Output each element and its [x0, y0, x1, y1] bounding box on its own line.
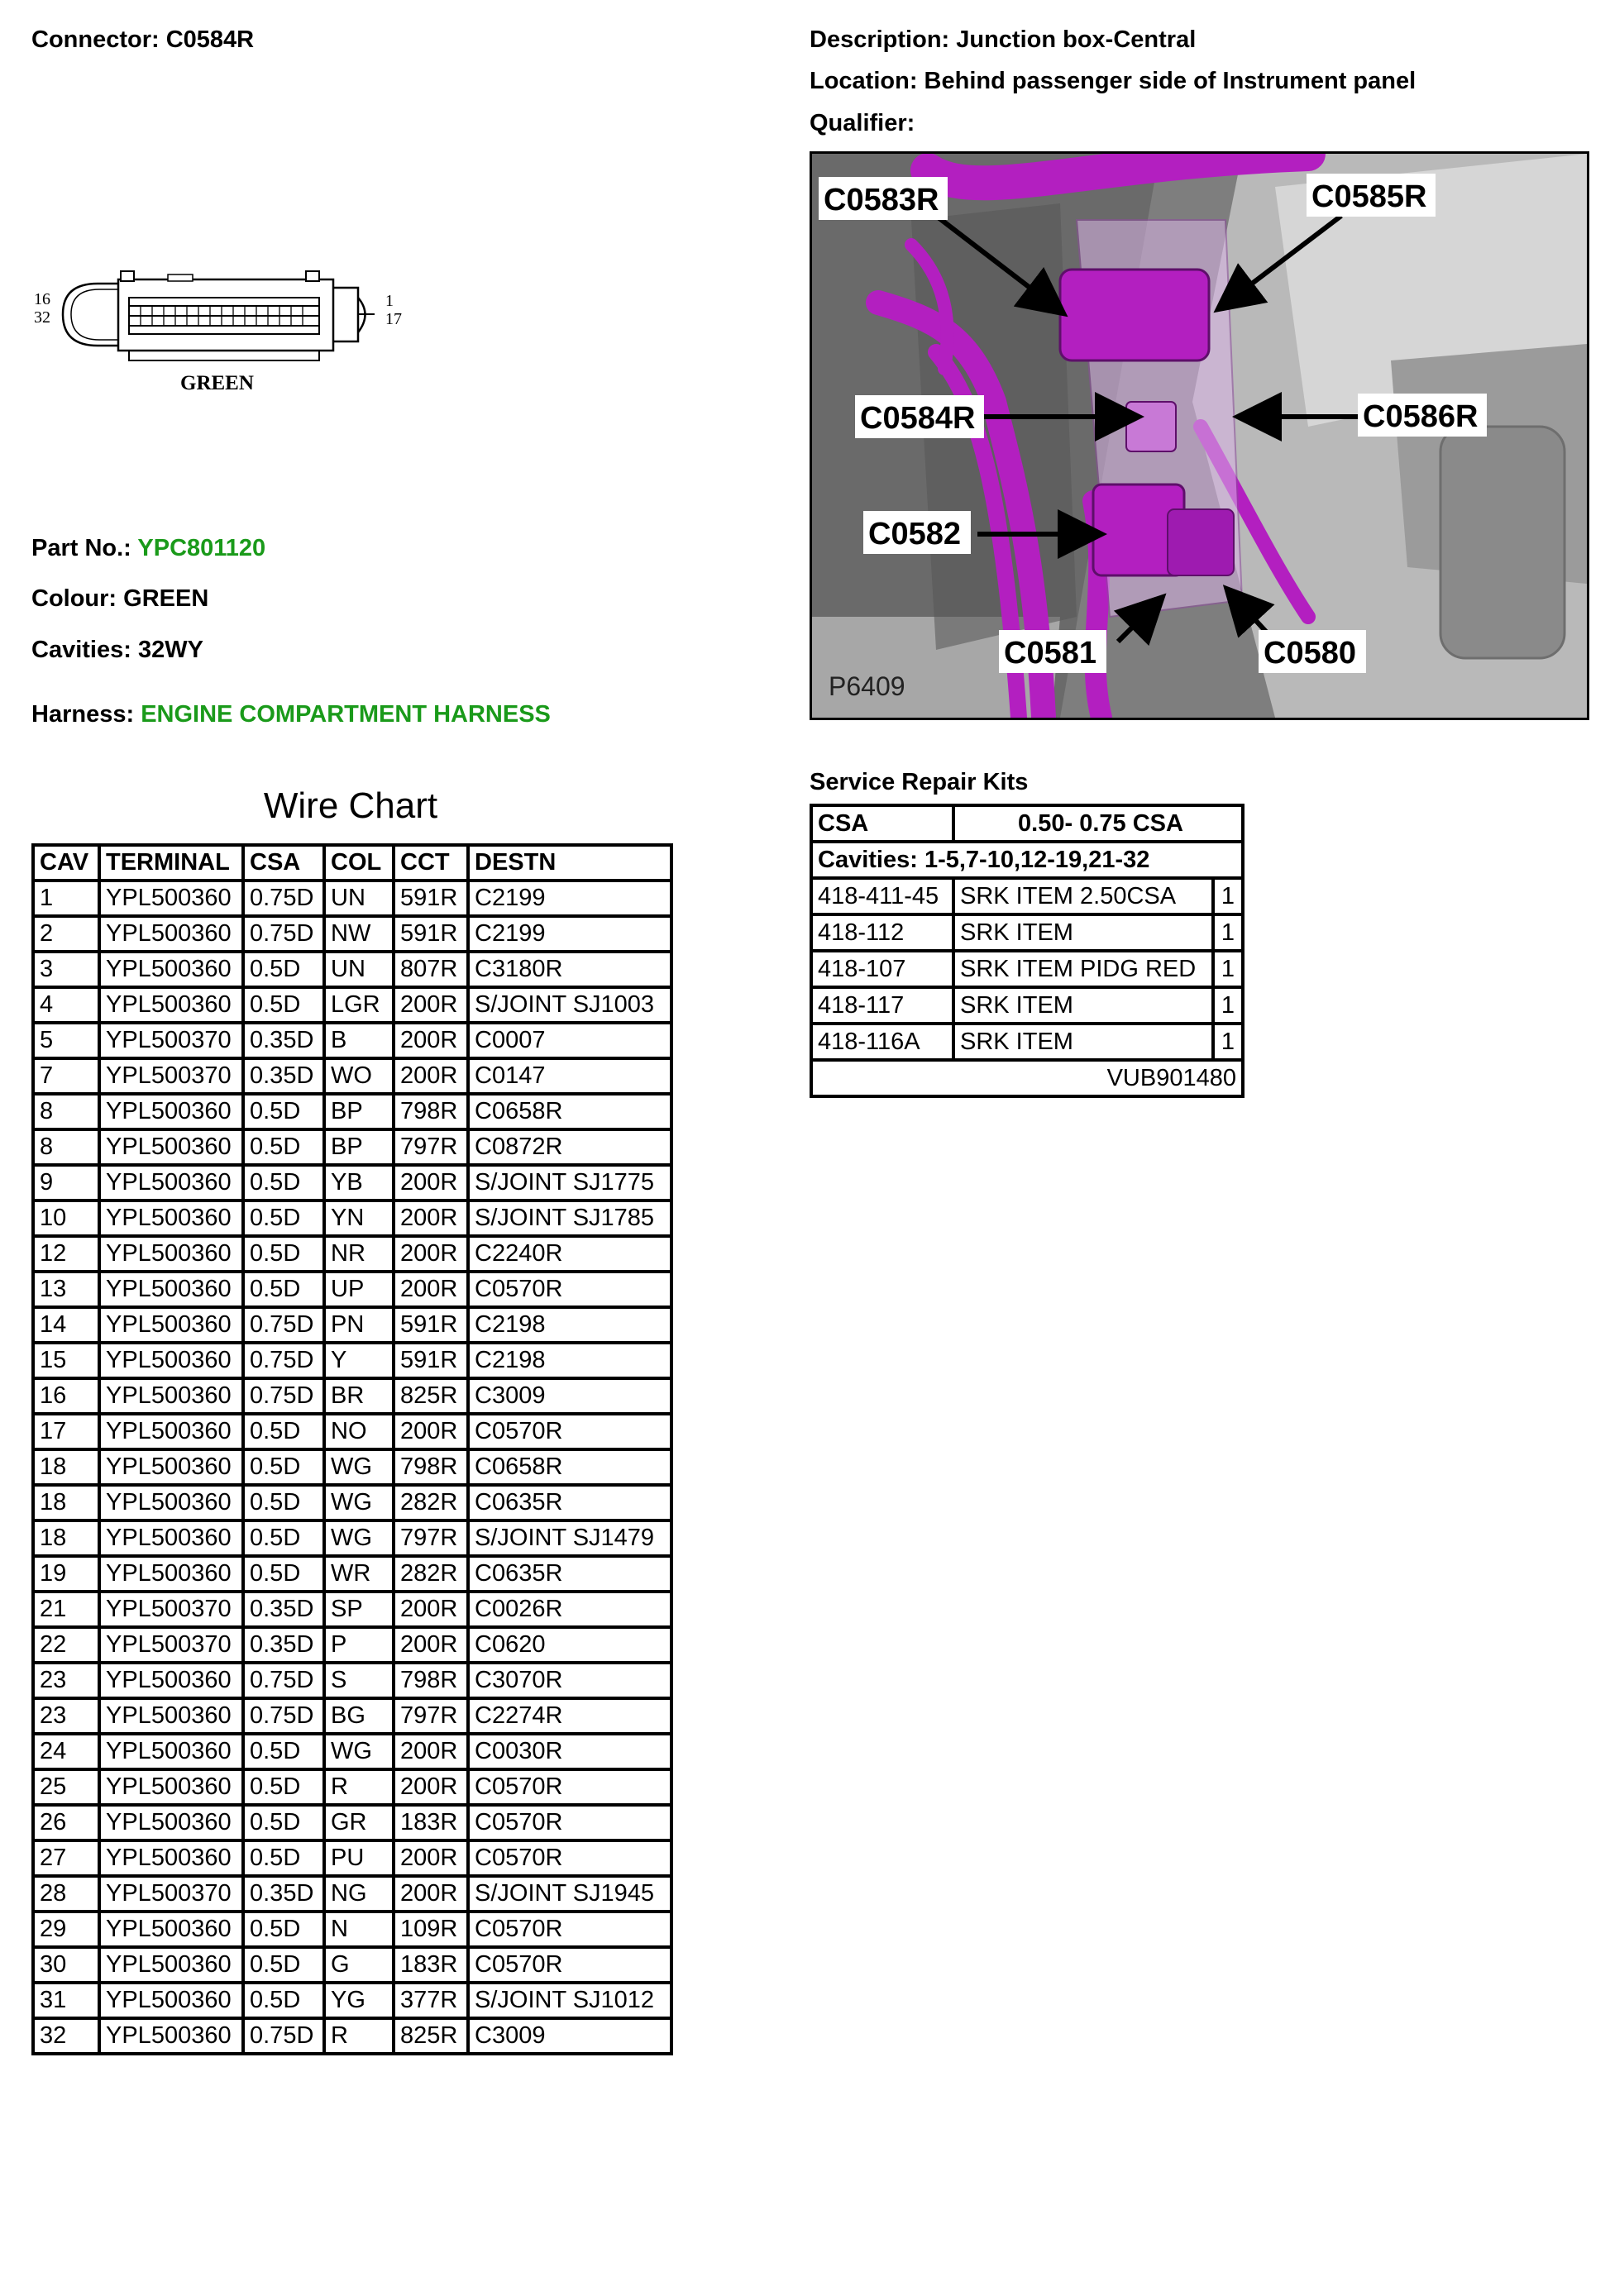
srk-item-name: SRK ITEM — [953, 987, 1213, 1024]
cell-col: UN — [324, 881, 394, 916]
cell-destn: S/JOINT SJ1785 — [468, 1201, 671, 1236]
cell-csa: 0.5D — [243, 1983, 324, 2018]
cell-terminal: YPL500360 — [99, 1912, 243, 1947]
cell-cav: 25 — [33, 1769, 99, 1805]
cell-csa: 0.75D — [243, 2018, 324, 2054]
cell-cav: 8 — [33, 1129, 99, 1165]
cell-cct: 282R — [394, 1556, 468, 1592]
cell-cav: 18 — [33, 1520, 99, 1556]
cell-col: UN — [324, 952, 394, 987]
cell-csa: 0.75D — [243, 1343, 324, 1378]
cell-destn: C2199 — [468, 916, 671, 952]
cell-cav: 30 — [33, 1947, 99, 1983]
cell-col: R — [324, 1769, 394, 1805]
cell-terminal: YPL500360 — [99, 987, 243, 1023]
cell-csa: 0.35D — [243, 1023, 324, 1058]
cell-col: WO — [324, 1058, 394, 1094]
cell-destn: S/JOINT SJ1012 — [468, 1983, 671, 2018]
cell-col: BP — [324, 1129, 394, 1165]
cell-col: G — [324, 1947, 394, 1983]
cell-col: BP — [324, 1094, 394, 1129]
cell-terminal: YPL500360 — [99, 1983, 243, 2018]
cell-destn: C0570R — [468, 1805, 671, 1840]
cell-col: GR — [324, 1805, 394, 1840]
cell-cav: 18 — [33, 1485, 99, 1520]
cell-col: WG — [324, 1520, 394, 1556]
cell-terminal: YPL500360 — [99, 1094, 243, 1129]
wire-chart-row — [33, 916, 671, 952]
wire-chart-row — [33, 1343, 671, 1378]
wire-chart-row — [33, 952, 671, 987]
cell-col: WG — [324, 1734, 394, 1769]
callout-c0586r: C0586R — [1363, 399, 1479, 434]
pin-label-17: 17 — [385, 310, 402, 328]
cell-col: WG — [324, 1485, 394, 1520]
cell-cct: 200R — [394, 1165, 468, 1201]
part-number-label: Part No.: — [31, 535, 131, 561]
cell-cct: 200R — [394, 1058, 468, 1094]
cell-col: NG — [324, 1876, 394, 1912]
cell-terminal: YPL500360 — [99, 1663, 243, 1698]
cell-cct: 797R — [394, 1129, 468, 1165]
cell-destn: C2274R — [468, 1698, 671, 1734]
description-label: Description: Junction box-Central — [810, 26, 1197, 53]
cell-cav: 27 — [33, 1840, 99, 1876]
cell-csa: 0.75D — [243, 1698, 324, 1734]
cell-destn: C0147 — [468, 1058, 671, 1094]
qualifier-label: Qualifier: — [810, 110, 915, 136]
cell-csa: 0.75D — [243, 1307, 324, 1343]
cell-destn: C0658R — [468, 1449, 671, 1485]
cell-cav: 9 — [33, 1165, 99, 1201]
cell-col: UP — [324, 1272, 394, 1307]
callout-c0583r: C0583R — [824, 183, 939, 217]
cell-csa: 0.5D — [243, 952, 324, 987]
cell-col: YN — [324, 1201, 394, 1236]
cell-cav: 14 — [33, 1307, 99, 1343]
cell-terminal: YPL500360 — [99, 1805, 243, 1840]
cell-col: R — [324, 2018, 394, 2054]
cell-col: YG — [324, 1983, 394, 2018]
harness — [31, 701, 551, 728]
cell-col: N — [324, 1912, 394, 1947]
wire-chart-row — [33, 1876, 671, 1912]
wire-chart-row — [33, 1769, 671, 1805]
wire-chart-row — [33, 2018, 671, 2054]
cell-csa: 0.75D — [243, 881, 324, 916]
srk-item-row — [811, 1024, 1243, 1060]
cell-csa: 0.5D — [243, 1840, 324, 1876]
wire-chart-row — [33, 1983, 671, 2018]
cell-cav: 28 — [33, 1876, 99, 1912]
cell-cav: 18 — [33, 1449, 99, 1485]
srk-item-name: SRK ITEM — [953, 914, 1213, 951]
cell-csa: 0.5D — [243, 1414, 324, 1449]
col-header-csa: CSA — [243, 845, 324, 881]
cell-cav: 16 — [33, 1378, 99, 1414]
cell-col: S — [324, 1663, 394, 1698]
wire-chart-row — [33, 881, 671, 916]
cell-terminal: YPL500360 — [99, 881, 243, 916]
cell-csa: 0.5D — [243, 1236, 324, 1272]
cell-cct: 200R — [394, 1592, 468, 1627]
cell-terminal: YPL500360 — [99, 916, 243, 952]
wire-chart-row — [33, 1592, 671, 1627]
cell-cav: 23 — [33, 1663, 99, 1698]
cell-cct: 200R — [394, 987, 468, 1023]
cell-terminal: YPL500360 — [99, 1307, 243, 1343]
connector-colour-caption: GREEN — [180, 372, 254, 394]
cell-csa: 0.35D — [243, 1876, 324, 1912]
cell-terminal: YPL500360 — [99, 1947, 243, 1983]
wire-chart-row — [33, 1094, 671, 1129]
cell-csa: 0.35D — [243, 1592, 324, 1627]
callout-c0584r: C0584R — [860, 401, 976, 436]
wire-chart-row — [33, 1449, 671, 1485]
cell-destn: C0026R — [468, 1592, 671, 1627]
image-reference-id: P6409 — [829, 671, 905, 701]
cell-csa: 0.75D — [243, 916, 324, 952]
cell-csa: 0.35D — [243, 1058, 324, 1094]
srk-item-qty: 1 — [1213, 878, 1243, 914]
cell-terminal: YPL500360 — [99, 1556, 243, 1592]
cell-csa: 0.5D — [243, 1805, 324, 1840]
wire-chart-row — [33, 1912, 671, 1947]
cell-terminal: YPL500360 — [99, 1201, 243, 1236]
cell-csa: 0.35D — [243, 1627, 324, 1663]
cell-destn: C0007 — [468, 1023, 671, 1058]
cell-csa: 0.5D — [243, 1272, 324, 1307]
cell-terminal: YPL500360 — [99, 1343, 243, 1378]
cell-terminal: YPL500360 — [99, 1698, 243, 1734]
cell-destn: S/JOINT SJ1479 — [468, 1520, 671, 1556]
cell-cct: 200R — [394, 1734, 468, 1769]
cell-cct: 377R — [394, 1983, 468, 2018]
cell-cct: 591R — [394, 916, 468, 952]
cell-csa: 0.5D — [243, 1947, 324, 1983]
srk-item-row — [811, 951, 1243, 987]
cell-cav: 15 — [33, 1343, 99, 1378]
wire-chart-row — [33, 1556, 671, 1592]
wire-chart-row — [33, 1023, 671, 1058]
cell-cct: 798R — [394, 1094, 468, 1129]
wire-chart-row — [33, 1520, 671, 1556]
cell-col: NW — [324, 916, 394, 952]
cell-destn: C3070R — [468, 1663, 671, 1698]
cell-terminal: YPL500360 — [99, 1272, 243, 1307]
srk-body — [811, 805, 1243, 1096]
cell-destn: C2198 — [468, 1343, 671, 1378]
cell-csa: 0.75D — [243, 1378, 324, 1414]
cell-cav: 29 — [33, 1912, 99, 1947]
cell-csa: 0.5D — [243, 1520, 324, 1556]
cell-terminal: YPL500360 — [99, 1449, 243, 1485]
cell-csa: 0.5D — [243, 1165, 324, 1201]
srk-item-qty: 1 — [1213, 1024, 1243, 1060]
cell-csa: 0.5D — [243, 1449, 324, 1485]
cell-terminal: YPL500360 — [99, 2018, 243, 2054]
wire-chart-table — [31, 843, 673, 2055]
cell-col: LGR — [324, 987, 394, 1023]
cell-cct: 797R — [394, 1520, 468, 1556]
srk-item-name: SRK ITEM PIDG RED — [953, 951, 1213, 987]
srk-item-row — [811, 987, 1243, 1024]
cell-cct: 200R — [394, 1769, 468, 1805]
cell-cav: 7 — [33, 1058, 99, 1094]
srk-csa-value: 0.50- 0.75 CSA — [953, 805, 1243, 842]
cell-destn: S/JOINT SJ1003 — [468, 987, 671, 1023]
wire-chart-row — [33, 1627, 671, 1663]
cell-cav: 5 — [33, 1023, 99, 1058]
cell-cct: 183R — [394, 1947, 468, 1983]
cell-cav: 22 — [33, 1627, 99, 1663]
cell-terminal: YPL500360 — [99, 1769, 243, 1805]
connector-label: Connector: C0584R — [31, 26, 255, 53]
wire-chart-row — [33, 1236, 671, 1272]
cell-destn: C0658R — [468, 1094, 671, 1129]
cell-destn: C2198 — [468, 1307, 671, 1343]
srk-item-qty: 1 — [1213, 951, 1243, 987]
wire-chart-row — [33, 1378, 671, 1414]
cell-destn: C0872R — [468, 1129, 671, 1165]
srk-title: Service Repair Kits — [810, 769, 1029, 795]
wire-chart-row — [33, 1058, 671, 1094]
cell-cav: 19 — [33, 1556, 99, 1592]
cell-terminal: YPL500360 — [99, 1378, 243, 1414]
cell-cct: 200R — [394, 1272, 468, 1307]
pin-label-1: 1 — [385, 292, 394, 310]
cell-cct: 807R — [394, 952, 468, 987]
cell-col: WR — [324, 1556, 394, 1592]
cell-cct: 825R — [394, 2018, 468, 2054]
cell-csa: 0.5D — [243, 1485, 324, 1520]
cell-terminal: YPL500360 — [99, 1129, 243, 1165]
col-header-terminal: TERMINAL — [99, 845, 243, 881]
cell-cav: 32 — [33, 2018, 99, 2054]
srk-item-row — [811, 914, 1243, 951]
cell-terminal: YPL500360 — [99, 1414, 243, 1449]
cell-terminal: YPL500360 — [99, 1734, 243, 1769]
cell-cav: 13 — [33, 1272, 99, 1307]
wire-chart-header-row — [33, 845, 671, 881]
cell-cct: 200R — [394, 1201, 468, 1236]
wire-chart-row — [33, 987, 671, 1023]
part-number — [31, 535, 265, 562]
cell-cav: 8 — [33, 1094, 99, 1129]
srk-csa-row — [811, 805, 1243, 842]
cell-csa: 0.5D — [243, 1129, 324, 1165]
wire-chart-row — [33, 1663, 671, 1698]
cell-cav: 10 — [33, 1201, 99, 1236]
cell-col: WG — [324, 1449, 394, 1485]
callout-c0585r: C0585R — [1311, 179, 1427, 214]
cell-destn: C0570R — [468, 1947, 671, 1983]
cell-terminal: YPL500360 — [99, 1485, 243, 1520]
cell-destn: C0570R — [468, 1840, 671, 1876]
srk-item-row — [811, 878, 1243, 914]
srk-cavities: Cavities: 1-5,7-10,12-19,21-32 — [811, 842, 1243, 878]
callout-c0581: C0581 — [1004, 636, 1096, 671]
cell-col: SP — [324, 1592, 394, 1627]
cell-csa: 0.5D — [243, 1734, 324, 1769]
cell-csa: 0.5D — [243, 1912, 324, 1947]
cell-cav: 3 — [33, 952, 99, 987]
cell-cav: 24 — [33, 1734, 99, 1769]
cell-cct: 591R — [394, 881, 468, 916]
cell-cct: 200R — [394, 1414, 468, 1449]
cell-terminal: YPL500370 — [99, 1023, 243, 1058]
cell-cct: 183R — [394, 1805, 468, 1840]
cell-cct: 200R — [394, 1023, 468, 1058]
srk-item-name: SRK ITEM 2.50CSA — [953, 878, 1213, 914]
srk-item-code: 418-112 — [811, 914, 953, 951]
cell-csa: 0.5D — [243, 987, 324, 1023]
cell-cct: 109R — [394, 1912, 468, 1947]
srk-item-qty: 1 — [1213, 987, 1243, 1024]
cell-cav: 4 — [33, 987, 99, 1023]
srk-item-qty: 1 — [1213, 914, 1243, 951]
cell-col: P — [324, 1627, 394, 1663]
location-illustration — [812, 154, 1587, 718]
srk-item-code: 418-107 — [811, 951, 953, 987]
col-header-col: COL — [324, 845, 394, 881]
wire-chart-row — [33, 1698, 671, 1734]
cell-col: NO — [324, 1414, 394, 1449]
cell-cav: 1 — [33, 881, 99, 916]
srk-footer-row — [811, 1060, 1243, 1096]
cell-col: PU — [324, 1840, 394, 1876]
cell-destn: C0570R — [468, 1912, 671, 1947]
col-header-cct: CCT — [394, 845, 468, 881]
col-header-destn: DESTN — [468, 845, 671, 881]
cell-csa: 0.5D — [243, 1094, 324, 1129]
cell-cav: 17 — [33, 1414, 99, 1449]
wire-chart-row — [33, 1805, 671, 1840]
cell-destn: C0620 — [468, 1627, 671, 1663]
wire-chart-row — [33, 1485, 671, 1520]
col-header-cav: CAV — [33, 845, 99, 881]
cell-cct: 282R — [394, 1485, 468, 1520]
cell-terminal: YPL500360 — [99, 1236, 243, 1272]
cell-cav: 26 — [33, 1805, 99, 1840]
harness-label: Harness: — [31, 701, 135, 728]
cell-cav: 2 — [33, 916, 99, 952]
cell-cct: 798R — [394, 1449, 468, 1485]
srk-cavities-row — [811, 842, 1243, 878]
cell-csa: 0.75D — [243, 1663, 324, 1698]
cell-destn: C0635R — [468, 1485, 671, 1520]
cell-destn: S/JOINT SJ1945 — [468, 1876, 671, 1912]
cell-terminal: YPL500360 — [99, 1840, 243, 1876]
cavities-label: Cavities: 32WY — [31, 637, 203, 663]
cell-cct: 200R — [394, 1236, 468, 1272]
cell-cct: 200R — [394, 1627, 468, 1663]
cell-destn: C3009 — [468, 1378, 671, 1414]
cell-terminal: YPL500360 — [99, 1165, 243, 1201]
cell-csa: 0.5D — [243, 1769, 324, 1805]
srk-csa-label: CSA — [811, 805, 953, 842]
wire-chart-row — [33, 1165, 671, 1201]
wire-chart-row — [33, 1840, 671, 1876]
cell-terminal: YPL500360 — [99, 1520, 243, 1556]
cell-col: YB — [324, 1165, 394, 1201]
cell-destn: C0570R — [468, 1414, 671, 1449]
cell-cct: 825R — [394, 1378, 468, 1414]
wire-chart-title: Wire Chart — [263, 785, 438, 826]
wire-chart-body — [33, 881, 671, 2054]
wire-chart-row — [33, 1129, 671, 1165]
srk-item-code: 418-117 — [811, 987, 953, 1024]
cell-destn: S/JOINT SJ1775 — [468, 1165, 671, 1201]
cell-cct: 200R — [394, 1840, 468, 1876]
wire-chart-row — [33, 1947, 671, 1983]
cell-cct: 798R — [394, 1663, 468, 1698]
cell-terminal: YPL500370 — [99, 1876, 243, 1912]
wire-chart-row — [33, 1414, 671, 1449]
srk-item-name: SRK ITEM — [953, 1024, 1213, 1060]
pin-label-16: 16 — [34, 290, 50, 308]
cell-cav: 12 — [33, 1236, 99, 1272]
callout-c0582: C0582 — [868, 517, 961, 551]
cell-col: B — [324, 1023, 394, 1058]
connector-drawing — [31, 263, 412, 395]
wire-chart-row — [33, 1272, 671, 1307]
cell-col: PN — [324, 1307, 394, 1343]
cell-destn: C2240R — [468, 1236, 671, 1272]
cell-col: NR — [324, 1236, 394, 1272]
cell-col: BG — [324, 1698, 394, 1734]
srk-item-code: 418-116A — [811, 1024, 953, 1060]
cell-destn: C0570R — [468, 1769, 671, 1805]
cell-col: Y — [324, 1343, 394, 1378]
cell-terminal: YPL500370 — [99, 1058, 243, 1094]
colour-label: Colour: GREEN — [31, 585, 209, 612]
wire-chart-row — [33, 1734, 671, 1769]
cell-terminal: YPL500370 — [99, 1592, 243, 1627]
cell-terminal: YPL500370 — [99, 1627, 243, 1663]
location-label: Location: Behind passenger side of Instrument panel — [810, 68, 1417, 94]
location-image — [810, 151, 1589, 720]
cell-cct: 797R — [394, 1698, 468, 1734]
cell-destn: C0570R — [468, 1272, 671, 1307]
cell-cct: 200R — [394, 1876, 468, 1912]
cell-destn: C2199 — [468, 881, 671, 916]
cell-cav: 31 — [33, 1983, 99, 2018]
srk-item-code: 418-411-45 — [811, 878, 953, 914]
harness-value: ENGINE COMPARTMENT HARNESS — [141, 701, 551, 728]
cell-cav: 23 — [33, 1698, 99, 1734]
cell-cct: 591R — [394, 1307, 468, 1343]
callout-c0580: C0580 — [1264, 636, 1356, 671]
cell-csa: 0.5D — [243, 1556, 324, 1592]
srk-table — [810, 804, 1245, 1098]
cell-terminal: YPL500360 — [99, 952, 243, 987]
wire-chart-row — [33, 1201, 671, 1236]
part-number-value: YPC801120 — [137, 535, 266, 561]
srk-footer-code: VUB901480 — [811, 1060, 1243, 1096]
pin-label-32: 32 — [34, 308, 50, 327]
cell-col: BR — [324, 1378, 394, 1414]
cell-destn: C0030R — [468, 1734, 671, 1769]
cell-destn: C3180R — [468, 952, 671, 987]
wire-chart-row — [33, 1307, 671, 1343]
cell-destn: C0635R — [468, 1556, 671, 1592]
cell-cct: 591R — [394, 1343, 468, 1378]
cell-destn: C3009 — [468, 2018, 671, 2054]
cell-cav: 21 — [33, 1592, 99, 1627]
cell-csa: 0.5D — [243, 1201, 324, 1236]
